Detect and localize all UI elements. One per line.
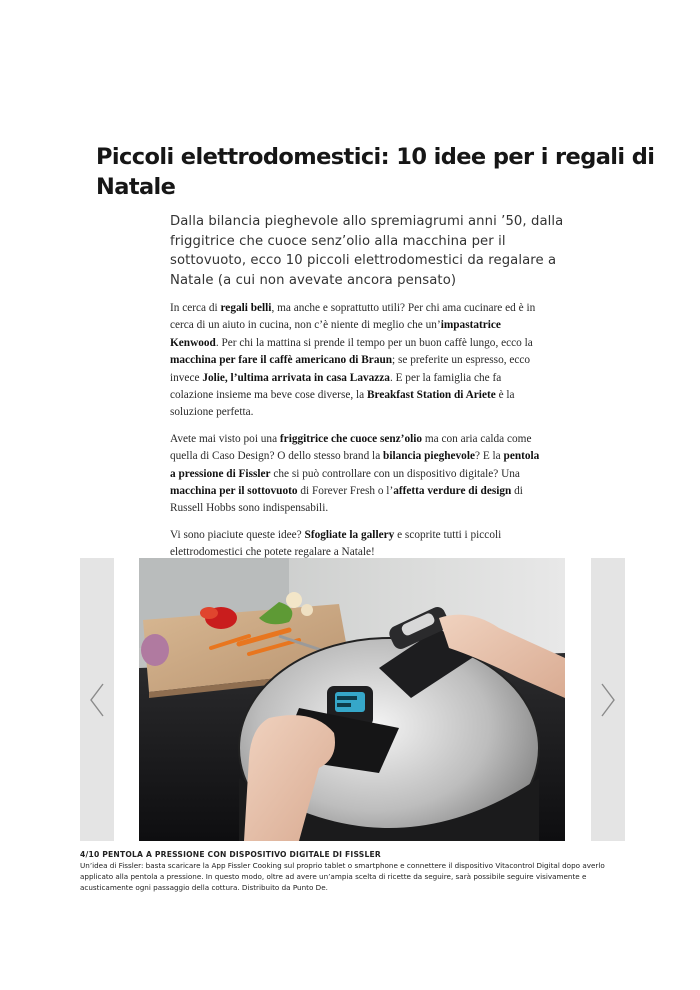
bold-text: pentola a pressione di Fissler <box>170 450 540 480</box>
bold-text: macchina per fare il caffè americano di Braun <box>170 354 393 367</box>
text: che si può controllare con un dispositivo digitale? Una <box>270 467 520 480</box>
bold-text: affetta verdure di design <box>393 485 512 498</box>
text: di Russell Hobbs sono indispensabili. <box>170 485 523 515</box>
text: . E per la famiglia che fa colazione insieme ma beve cose diverse, la <box>170 371 502 402</box>
text: ma con aria calda come quella di Caso Design? O dello stesso brand la <box>170 432 532 463</box>
gallery-photo <box>139 558 565 841</box>
bold-text: bilancia pieghevole <box>383 450 475 463</box>
caption-title: 4/10 PENTOLA A PRESSIONE CON DISPOSITIVO DIGITALE DI FISSLER <box>80 850 381 859</box>
paragraph-1 <box>170 300 542 422</box>
text: e scoprite tutti i piccoli elettrodomestici che potete regalare a Natale! <box>170 528 502 559</box>
chevron-right-icon <box>599 682 617 718</box>
text: , ma anche e soprattutto utili? Per chi ama cucinare ed è in cerca di un aiuto in cucina, non c’è niente di meglio che un’ <box>170 302 536 332</box>
paragraph-2 <box>170 431 542 518</box>
bold-text: macchina per il sottovuoto <box>170 485 298 498</box>
text: Avete mai visto poi una <box>170 432 280 445</box>
article-subtitle: Dalla bilancia pieghevole allo spremiagrumi anni ’50, dalla friggitrice che cuoce senz’olio alla macchina per il sottovuoto, ecco 10 piccoli elettrodomestici da regalare a Natale (a cui non avevate ancora pensato) <box>170 214 564 288</box>
text: è la soluzione perfetta. <box>170 389 515 419</box>
text: Vi sono piaciute queste idee? <box>170 528 305 541</box>
text: . Per chi la mattina si prende il tempo per un buon caffè lungo, ecco la <box>215 336 533 349</box>
chevron-left-icon <box>88 682 106 718</box>
bold-text: Jolie, l’ultima arrivata in casa Lavazza <box>202 371 390 384</box>
caption-text: Un’idea di Fissler: basta scaricare la App Fissler Cooking sul proprio tablet o smartphone e connettere il dispositivo Vitacontrol Digital dopo averlo applicato alla pentola a pressione. In questo modo, oltre ad avere un’ampia scelta di ricette da seguire, sarà possibile seguire visivamente e acusticamente ogni passaggio della cottura. Distribuito da Punto De. <box>80 861 605 893</box>
gallery-prev-button[interactable] <box>80 558 114 841</box>
gallery-link[interactable]: Sfogliate la gallery <box>304 528 395 541</box>
image-gallery <box>80 558 625 841</box>
gallery-caption <box>80 849 625 894</box>
text: ; se preferite un espresso, ecco invece <box>170 354 531 384</box>
bold-text: regali belli <box>220 302 272 314</box>
bold-text: Breakfast Station di Ariete <box>366 389 496 402</box>
article-body <box>170 300 542 571</box>
text: ? E la <box>474 450 504 463</box>
bold-text: friggitrice che cuoce senz’olio <box>279 432 423 445</box>
bold-text: impastatrice Kenwood <box>170 319 501 349</box>
gallery-next-button[interactable] <box>591 558 625 841</box>
text: In cerca di <box>170 302 221 314</box>
text: di Forever Fresh o l’ <box>297 485 394 498</box>
article-title: Piccoli elettrodomestici: 10 idee per i regali di Natale <box>96 144 655 200</box>
paragraph-3 <box>170 527 542 562</box>
